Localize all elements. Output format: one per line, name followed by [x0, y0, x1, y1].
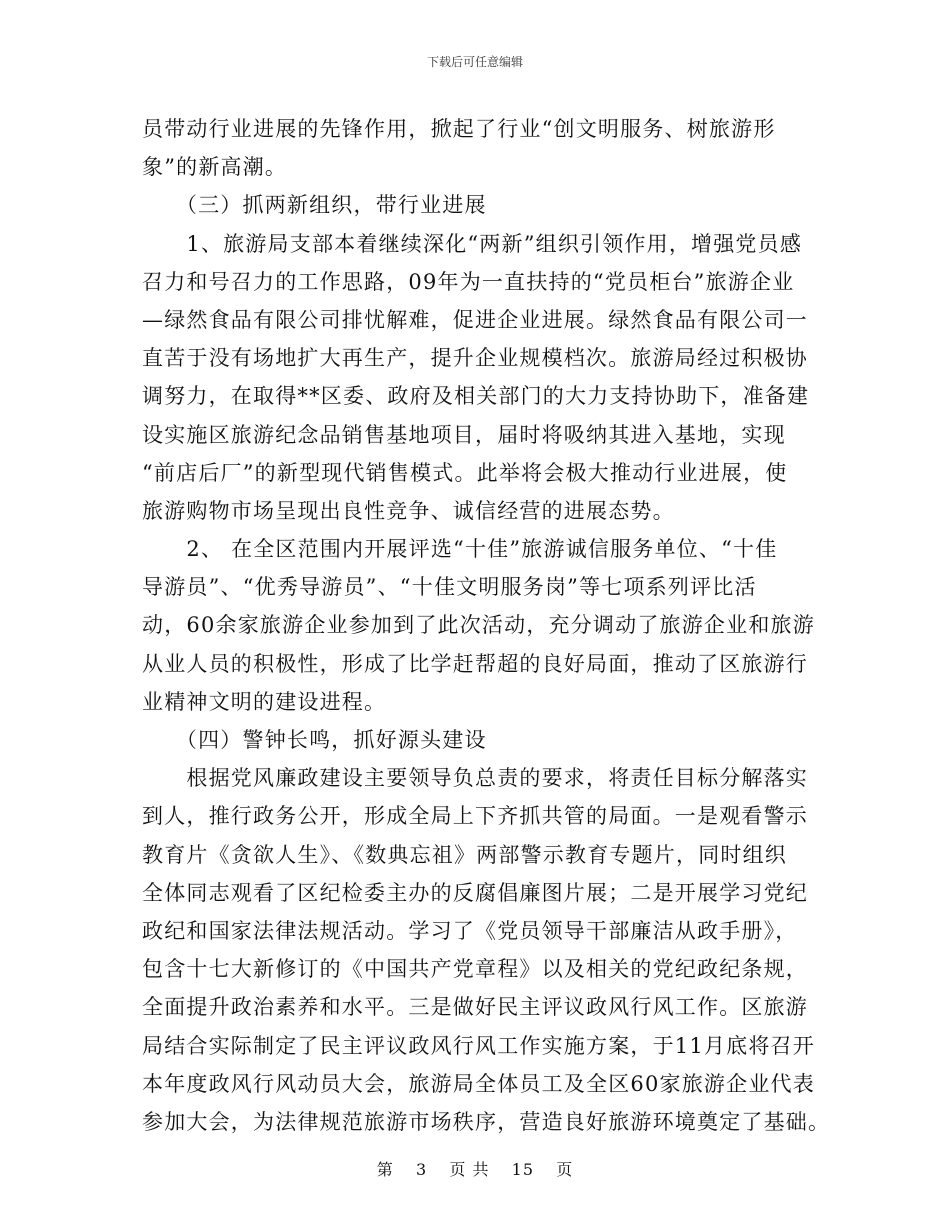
text-line: “前店后厂”的新型现代销售模式。此举将会极大推动行业进展，使: [142, 460, 788, 485]
text-line: 1、旅游局支部本着继续深化“两新”组织引领作用，增强党员感: [142, 231, 803, 256]
footer-mid: 页 共: [449, 1160, 490, 1179]
text-line: 象”的新高潮。: [142, 155, 288, 180]
text-line: 本年度政风行风动员大会，旅游局全体员工及全区60家旅游企业代表: [142, 1071, 815, 1096]
text-line: 设实施区旅游纪念品销售基地项目，届时将吸纳其进入基地，实现: [142, 422, 786, 447]
footer-suffix: 页: [556, 1160, 574, 1179]
section-heading: （三）抓两新组织，带行业进展: [142, 193, 487, 218]
page-header: 下载后可任意编辑: [426, 55, 523, 69]
text-line: —绿然食品有限公司排忧解难，促进企业进展。绿然食品有限公司一: [142, 307, 808, 332]
text-line: 业精神文明的建设进程。: [142, 689, 387, 714]
page-number: 3: [415, 1160, 428, 1179]
text-line: 根据党风廉政建设主要领导负总责的要求，将责任目标分解落实: [142, 766, 808, 791]
text-line: 从业人员的积极性，形成了比学赶帮超的良好局面，推动了区旅游行: [142, 651, 808, 676]
footer-prefix: 第: [376, 1160, 394, 1179]
text-line: 召力和号召力的工作思路，09年为一直扶持的“党员柜台”旅游企业: [142, 269, 795, 294]
text-line: 局结合实际制定了民主评议政风行风工作实施方案，于11月底将召开: [142, 1033, 815, 1058]
page-footer: [0, 1157, 950, 1180]
text-line: 调努力，在取得**区委、政府及相关部门的大力支持协助下，准备建: [142, 384, 810, 409]
text-line: 参加大会，为法律规范旅游市场秩序，营造良好旅游环境奠定了基础。: [142, 1109, 831, 1134]
text-line: 旅游购物市场呈现出良性竞争、诚信经营的进展态势。: [142, 498, 675, 523]
page-total: 15: [511, 1160, 534, 1179]
text-line: 导游员”、“优秀导游员”、“十佳文明服务岗”等七项系列评比活: [142, 575, 757, 600]
text-line: 2、 在全区范围内开展评选“十佳”旅游诚信服务单位、“十佳: [142, 537, 778, 562]
text-line: 全面提升政治素养和水平。三是做好民主评议政风行风工作。区旅游: [142, 995, 808, 1020]
text-line: 教育片《贪欲人生》、《数典忘祖》两部警示教育专题片，同时组织: [142, 842, 787, 867]
text-line: 直苦于没有场地扩大再生产，提升企业规模档次。旅游局经过积极协: [142, 346, 808, 371]
text-line: 动，60余家旅游企业参加到了此次活动，充分调动了旅游企业和旅游: [142, 613, 815, 638]
section-heading: （四）警钟长鸣，抓好源头建设: [142, 728, 487, 752]
text-line: 政纪和国家法律法规活动。学习了《党员领导干部廉洁从政手册》，: [142, 918, 798, 943]
text-line: 全体同志观看了区纪检委主办的反腐倡廉图片展；二是开展学习党纪: [142, 880, 808, 905]
text-line: 包含十七大新修订的《中国共产党章程》以及相关的党纪政纪条规，: [142, 957, 808, 982]
text-line: 员带动行业进展的先锋作用，掀起了行业“创文明服务、树旅游形: [142, 117, 776, 141]
text-line: 到人，推行政务公开，形成全局上下齐抓共管的局面。一是观看警示: [142, 804, 808, 829]
document-body: [142, 110, 831, 1141]
